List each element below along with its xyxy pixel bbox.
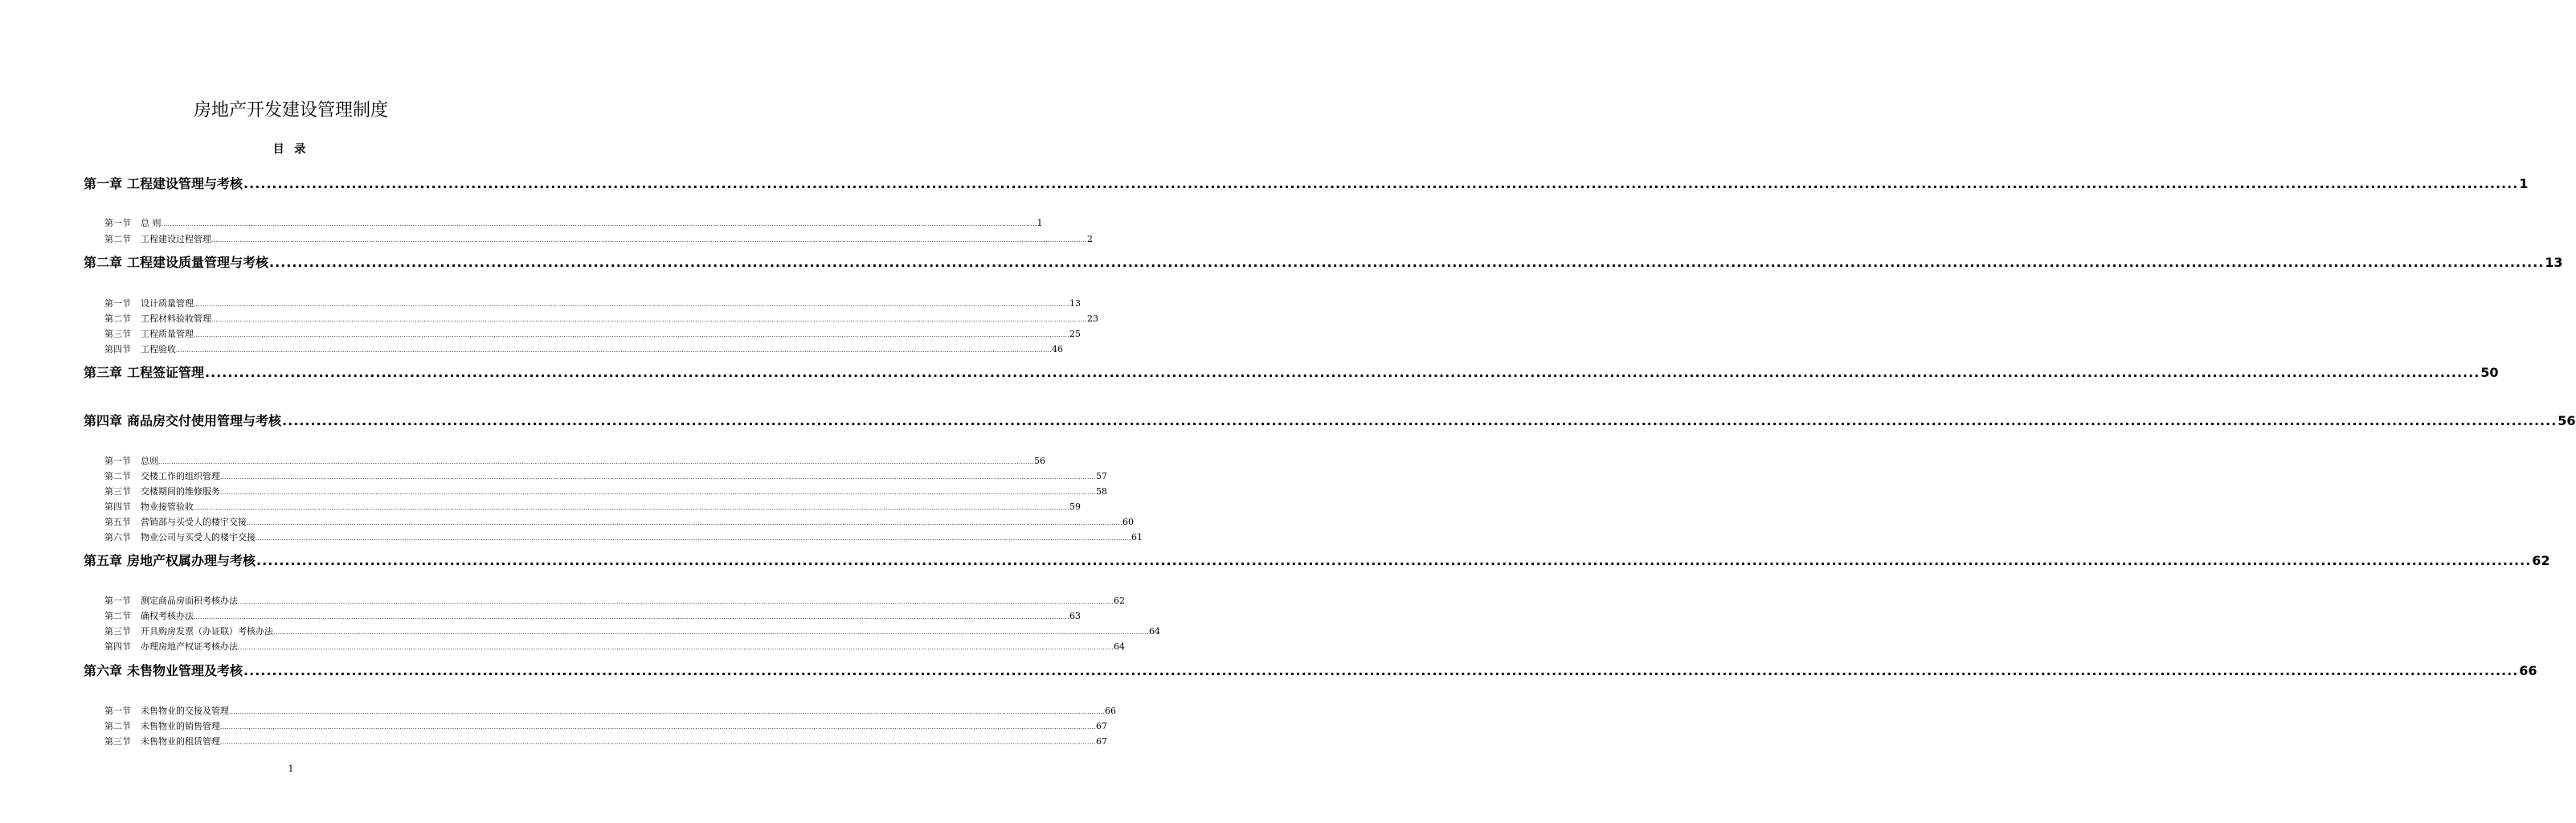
section-title: 工程验收	[141, 344, 176, 354]
dot-leader: ................................................................................................................................................................................................................................................................................................................................................................................................................	[194, 614, 1070, 620]
chapter-number: 第三章	[84, 365, 123, 380]
dot-leader: ................................................................................................................................................................................................................................................................................................................................................................................................................	[194, 301, 1070, 308]
toc-section-4-2[interactable]	[104, 471, 1108, 483]
toc-chapter-3[interactable]	[84, 364, 2499, 382]
toc-section-6-2[interactable]	[104, 721, 1108, 733]
section-page: 63	[1069, 611, 1082, 621]
dot-leader: ................................................................................................................................................................................................................................................................................................................................................................................................................	[282, 413, 2558, 428]
dot-leader: ................................................................................................................................................................................................................................................................................................................................................................................................................	[243, 663, 2519, 678]
toc-section-2-2[interactable]	[104, 313, 1099, 326]
section-page: 67	[1096, 721, 1108, 731]
section-title: 交楼期间的维修服务	[141, 486, 220, 497]
toc-section-4-5[interactable]	[104, 517, 1135, 529]
toc-section-5-1[interactable]	[104, 596, 1126, 608]
section-title: 未售物业的交接及管理	[141, 706, 229, 716]
toc-section-6-1[interactable]	[104, 706, 1117, 718]
section-title: 物业接管验收	[141, 502, 194, 512]
section-number: 第一节	[104, 298, 131, 309]
dot-leader: ................................................................................................................................................................................................................................................................................................................................................................................................................	[269, 255, 2545, 270]
section-number: 第一节	[104, 596, 131, 606]
toc-section-4-4[interactable]	[104, 502, 1082, 514]
document-title: 房地产开发建设管理制度	[193, 100, 388, 121]
section-number: 第二节	[104, 313, 131, 324]
section-page: 46	[1052, 344, 1064, 354]
toc-section-4-3[interactable]	[104, 486, 1108, 498]
section-number: 第四节	[104, 344, 131, 354]
chapter-page: 62	[2532, 553, 2550, 568]
dot-leader: ................................................................................................................................................................................................................................................................................................................................................................................................................	[256, 553, 2532, 568]
chapter-number: 第五章	[84, 553, 123, 568]
toc-section-4-1[interactable]	[104, 456, 1046, 468]
section-page: 67	[1096, 736, 1108, 747]
toc-chapter-5[interactable]	[84, 552, 2550, 570]
section-page: 57	[1096, 471, 1108, 481]
toc-section-5-3[interactable]	[104, 626, 1161, 638]
section-title: 开具购房发票（办证联）考核办法	[141, 626, 273, 637]
dot-leader: ................................................................................................................................................................................................................................................................................................................................................................................................................	[273, 629, 1150, 636]
toc-chapter-2[interactable]	[84, 254, 2563, 272]
toc-section-1-2[interactable]	[104, 234, 1094, 246]
chapter-title: 工程建设管理与考核	[127, 176, 243, 191]
toc-section-5-4[interactable]	[104, 641, 1126, 653]
section-page: 13	[1069, 298, 1082, 309]
section-page: 64	[1149, 626, 1161, 637]
section-title: 未售物业的租赁管理	[141, 736, 220, 747]
section-page: 2	[1087, 234, 1094, 244]
section-title: 测定商品房面积考核办法	[141, 596, 238, 606]
section-number: 第一节	[104, 218, 131, 228]
chapter-page: 66	[2519, 663, 2537, 678]
section-number: 第四节	[104, 502, 131, 512]
section-page: 66	[1105, 706, 1117, 716]
section-title: 设计质量管理	[141, 298, 194, 309]
section-page: 25	[1069, 329, 1082, 339]
dot-leader: ................................................................................................................................................................................................................................................................................................................................................................................................................	[229, 709, 1106, 715]
section-number: 第一节	[104, 706, 131, 716]
chapter-title: 工程建设质量管理与考核	[127, 255, 269, 270]
section-number: 第四节	[104, 641, 131, 652]
section-page: 1	[1037, 218, 1043, 228]
section-title: 物业公司与买受人的楼宇交接	[141, 532, 256, 543]
dot-leader: ................................................................................................................................................................................................................................................................................................................................................................................................................	[211, 237, 1088, 244]
toc-heading: 目 录	[272, 143, 309, 156]
section-number: 第一节	[104, 456, 131, 466]
section-number: 第二节	[104, 234, 131, 244]
dot-leader: ................................................................................................................................................................................................................................................................................................................................................................................................................	[243, 176, 2519, 191]
section-number: 第二节	[104, 611, 131, 621]
section-number: 第五节	[104, 517, 131, 527]
section-number: 第二节	[104, 721, 131, 731]
dot-leader: ................................................................................................................................................................................................................................................................................................................................................................................................................	[220, 489, 1097, 496]
dot-leader: ................................................................................................................................................................................................................................................................................................................................................................................................................	[238, 599, 1114, 605]
dot-leader: ................................................................................................................................................................................................................................................................................................................................................................................................................	[205, 365, 2480, 380]
section-page: 23	[1087, 313, 1099, 324]
dot-leader: ................................................................................................................................................................................................................................................................................................................................................................................................................	[220, 724, 1097, 731]
section-page: 62	[1114, 596, 1126, 606]
section-title: 工程质量管理	[141, 329, 194, 339]
toc-chapter-1[interactable]	[84, 175, 2529, 193]
page-number: 1	[288, 764, 294, 774]
section-page: 64	[1114, 641, 1126, 652]
chapter-page: 50	[2480, 365, 2499, 380]
chapter-number: 第四章	[84, 413, 123, 428]
dot-leader: ................................................................................................................................................................................................................................................................................................................................................................................................................	[211, 317, 1088, 323]
section-number: 第三节	[104, 486, 131, 497]
chapter-title: 未售物业管理及考核	[127, 663, 243, 678]
dot-leader: ................................................................................................................................................................................................................................................................................................................................................................................................................	[247, 520, 1123, 526]
section-page: 60	[1122, 517, 1135, 527]
chapter-number: 第一章	[84, 176, 123, 191]
section-title: 办理房地产权证考核办法	[141, 641, 238, 652]
section-number: 第二节	[104, 471, 131, 481]
toc-section-5-2[interactable]	[104, 611, 1082, 623]
toc-section-6-3[interactable]	[104, 736, 1108, 748]
dot-leader: ................................................................................................................................................................................................................................................................................................................................................................................................................	[161, 221, 1037, 227]
section-page: 61	[1131, 532, 1143, 543]
section-title: 确权考核办法	[141, 611, 194, 621]
chapter-page: 13	[2545, 255, 2563, 270]
section-number: 第三节	[104, 329, 131, 339]
dot-leader: ................................................................................................................................................................................................................................................................................................................................................................................................................	[158, 459, 1035, 465]
section-title: 总则	[141, 456, 158, 466]
chapter-page: 56	[2558, 413, 2576, 428]
toc-section-4-6[interactable]	[104, 532, 1143, 544]
section-number: 第六节	[104, 532, 131, 543]
toc-section-2-1[interactable]	[104, 298, 1082, 310]
chapter-page: 1	[2519, 176, 2529, 191]
dot-leader: ................................................................................................................................................................................................................................................................................................................................................................................................................	[220, 474, 1097, 481]
section-title: 营销部与买受人的楼宇交接	[141, 517, 247, 527]
section-number: 第三节	[104, 626, 131, 637]
toc-section-1-1[interactable]	[104, 218, 1043, 230]
chapter-number: 第六章	[84, 663, 123, 678]
section-page: 58	[1096, 486, 1108, 497]
section-number: 第三节	[104, 736, 131, 747]
dot-leader: ................................................................................................................................................................................................................................................................................................................................................................................................................	[238, 645, 1114, 651]
chapter-title: 工程签证管理	[127, 365, 205, 380]
chapter-title: 房地产权属办理与考核	[127, 553, 256, 568]
dot-leader: ................................................................................................................................................................................................................................................................................................................................................................................................................	[194, 505, 1070, 511]
chapter-number: 第二章	[84, 255, 123, 270]
section-title: 工程建设过程管理	[141, 234, 211, 244]
section-title: 工程材料验收管理	[141, 313, 211, 324]
dot-leader: ................................................................................................................................................................................................................................................................................................................................................................................................................	[220, 739, 1097, 746]
dot-leader: ................................................................................................................................................................................................................................................................................................................................................................................................................	[256, 535, 1132, 542]
toc-chapter-4[interactable]	[84, 412, 2576, 430]
dot-leader: ................................................................................................................................................................................................................................................................................................................................................................................................................	[194, 332, 1070, 338]
dot-leader: ................................................................................................................................................................................................................................................................................................................................................................................................................	[176, 347, 1053, 354]
section-title: 未售物业的销售管理	[141, 721, 220, 731]
section-title: 交楼工作的组织管理	[141, 471, 220, 481]
toc-section-2-3[interactable]	[104, 329, 1082, 341]
section-page: 59	[1069, 502, 1082, 512]
toc-section-2-4[interactable]	[104, 344, 1064, 356]
section-page: 56	[1034, 456, 1046, 466]
chapter-title: 商品房交付使用管理与考核	[127, 413, 282, 428]
toc-chapter-6[interactable]	[84, 662, 2537, 680]
section-title: 总 则	[141, 218, 162, 228]
